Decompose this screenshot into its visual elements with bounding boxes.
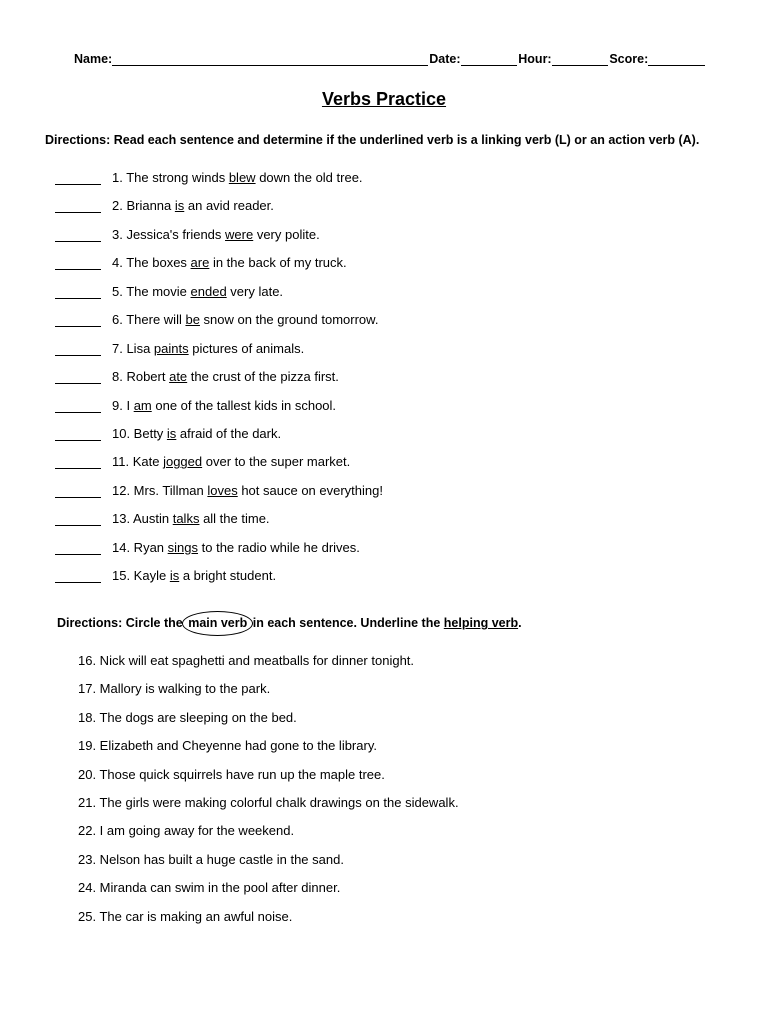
answer-blank[interactable] <box>55 568 101 583</box>
answer-blank[interactable] <box>55 426 101 441</box>
sentence-text: 11. Kate jogged over to the super market. <box>112 454 351 470</box>
linking-action-verb-list <box>55 170 383 597</box>
list-item <box>55 284 383 312</box>
list-item <box>55 198 383 226</box>
underlined-verb: be <box>185 312 200 328</box>
list-item <box>55 170 383 198</box>
list-item <box>55 511 383 539</box>
circled-main-verb-example: main verb <box>188 616 248 630</box>
underlined-verb: is <box>174 198 185 214</box>
underlined-helping-verb-example: helping verb <box>443 616 519 630</box>
section2-directions <box>57 616 522 630</box>
list-item: 23. Nelson has built a huge castle in the sand. <box>78 851 344 867</box>
answer-blank[interactable] <box>55 170 101 185</box>
name-label: Name: <box>74 52 113 66</box>
answer-blank[interactable] <box>55 227 101 242</box>
list-item <box>55 227 383 255</box>
list-item: 19. Elizabeth and Cheyenne had gone to the library. <box>78 738 377 754</box>
underlined-verb: sings <box>167 539 199 555</box>
sentence-text: 2. Brianna is an avid reader. <box>112 198 274 214</box>
sentence-text: 7. Lisa paints pictures of animals. <box>112 340 305 356</box>
underlined-verb: ate <box>169 369 188 385</box>
answer-blank[interactable] <box>55 284 101 299</box>
hour-blank[interactable] <box>552 52 609 66</box>
directions2-prefix: Directions: Circle the <box>57 616 187 630</box>
main-helping-verb-list <box>78 653 459 937</box>
answer-blank[interactable] <box>55 255 101 270</box>
underlined-verb: blew <box>228 170 256 185</box>
list-item <box>55 426 383 454</box>
answer-blank[interactable] <box>55 398 101 413</box>
underlined-verb: is <box>169 568 180 584</box>
list-item: 17. Mallory is walking to the park. <box>78 681 271 697</box>
hour-label: Hour: <box>518 52 552 66</box>
answer-blank[interactable] <box>55 483 101 498</box>
list-item <box>55 312 383 340</box>
answer-blank[interactable] <box>55 511 101 526</box>
list-item <box>55 540 383 568</box>
section1-directions: Directions: Read each sentence and determine if the underlined verb is a linking verb (L) or an action verb (A). <box>45 133 700 147</box>
underlined-verb: am <box>133 397 152 413</box>
answer-blank[interactable] <box>55 312 101 327</box>
underlined-verb: loves <box>207 482 238 498</box>
underlined-verb: paints <box>153 340 189 356</box>
student-info-header <box>74 52 706 66</box>
sentence-text: 6. There will be snow on the ground tomorrow. <box>112 312 379 328</box>
list-item: 21. The girls were making colorful chalk drawings on the sidewalk. <box>78 794 459 810</box>
underlined-verb: jogged <box>163 454 203 470</box>
list-item <box>55 341 383 369</box>
list-item: 20. Those quick squirrels have run up the maple tree. <box>78 766 385 782</box>
list-item <box>55 568 383 596</box>
sentence-text: 12. Mrs. Tillman loves hot sauce on everything! <box>112 482 383 498</box>
sentence-text: 9. I am one of the tallest kids in school. <box>112 397 337 413</box>
answer-blank[interactable] <box>55 369 101 384</box>
directions2-suffix: . <box>518 616 522 630</box>
sentence-text: 1. The strong winds blew down the old tree. <box>112 170 363 185</box>
sentence-text: 13. Austin talks all the time. <box>112 511 270 527</box>
list-item <box>55 398 383 426</box>
name-blank[interactable] <box>112 52 428 66</box>
list-item <box>55 483 383 511</box>
underlined-verb: ended <box>190 283 227 299</box>
sentence-text: 15. Kayle is a bright student. <box>112 568 277 584</box>
list-item: 18. The dogs are sleeping on the bed. <box>78 709 297 725</box>
list-item <box>55 454 383 482</box>
directions2-middle: in each sentence. Underline the <box>249 616 444 630</box>
list-item <box>55 369 383 397</box>
list-item <box>55 255 383 283</box>
underlined-verb: is <box>166 425 177 441</box>
page-title: Verbs Practice <box>321 89 447 109</box>
list-item: 24. Miranda can swim in the pool after dinner. <box>78 880 341 896</box>
underlined-verb: were <box>225 226 254 242</box>
answer-blank[interactable] <box>55 540 101 555</box>
sentence-text: 5. The movie ended very late. <box>112 283 284 299</box>
answer-blank[interactable] <box>55 341 101 356</box>
score-blank[interactable] <box>648 52 705 66</box>
answer-blank[interactable] <box>55 198 101 213</box>
underlined-verb: talks <box>172 511 200 527</box>
sentence-text: 14. Ryan sings to the radio while he drives. <box>112 539 360 555</box>
underlined-verb: are <box>190 255 210 271</box>
date-label: Date: <box>429 52 461 66</box>
list-item: 16. Nick will eat spaghetti and meatballs for dinner tonight. <box>78 653 415 668</box>
sentence-text: 3. Jessica's friends were very polite. <box>112 226 320 242</box>
date-blank[interactable] <box>461 52 518 66</box>
list-item: 22. I am going away for the weekend. <box>78 823 295 839</box>
sentence-text: 10. Betty is afraid of the dark. <box>112 425 282 441</box>
list-item: 25. The car is making an awful noise. <box>78 908 293 924</box>
answer-blank[interactable] <box>55 454 101 469</box>
sentence-text: 4. The boxes are in the back of my truck. <box>112 255 347 271</box>
sentence-text: 8. Robert ate the crust of the pizza first. <box>112 369 339 385</box>
score-label: Score: <box>609 52 649 66</box>
